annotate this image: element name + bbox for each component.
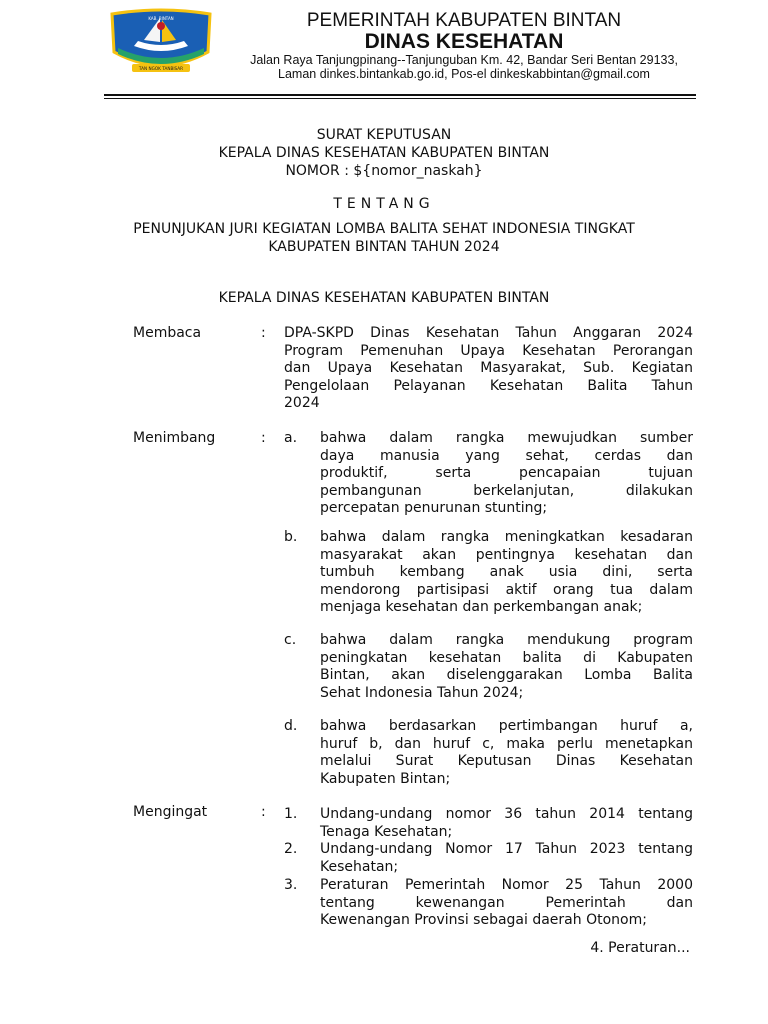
menimbang-label: Menimbang: [133, 430, 216, 446]
menimbang-item-c: bahwa dalam rangka mendukung program peningkatan kesehatan balita di Kabupaten Bintan, akan diselenggarakan Lomba Balita Sehat Indonesia Tahun 2024;: [320, 632, 693, 701]
mengingat-item-3-mark: 3.: [284, 877, 298, 893]
svg-text:KAB. BINTAN: KAB. BINTAN: [148, 16, 174, 21]
header-address: Jalan Raya Tanjungpinang--Tanjunguban Km. 42, Bandar Seri Bentan 29133,: [250, 53, 678, 67]
doc-type: SURAT KEPUTUSAN: [316, 127, 452, 143]
membaca-label: Membaca: [133, 325, 202, 341]
doc-official: KEPALA DINAS KESEHATAN KABUPATEN BINTAN: [218, 290, 550, 306]
header-rule-thin: [104, 98, 696, 99]
mengingat-item-1: Undang-undang nomor 36 tahun 2014 tentang Tenaga Kesehatan;: [320, 806, 693, 840]
menimbang-item-b-mark: b.: [284, 529, 298, 545]
mengingat-label: Mengingat: [133, 804, 208, 820]
header-government: PEMERINTAH KABUPATEN BINTAN: [306, 10, 622, 31]
svg-text:TAN NGOK TANBISAR: TAN NGOK TANBISAR: [138, 66, 184, 71]
membaca-colon: :: [261, 325, 266, 341]
header-contact: Laman dinkes.bintankab.go.id, Pos-el dinkeskabbintan@gmail.com: [278, 67, 650, 81]
mengingat-item-2: Undang-undang Nomor 17 Tahun 2023 tentang Kesehatan;: [320, 841, 693, 875]
mengingat-item-3: Peraturan Pemerintah Nomor 25 Tahun 2000 tentang kewenangan Pemerintah dan Kewenangan Provinsi sebagai daerah Otonom;: [320, 877, 693, 928]
page-continuation: 4. Peraturan...: [590, 940, 690, 956]
mengingat-item-2-mark: 2.: [284, 841, 298, 857]
kabupaten-bintan-logo: [104, 8, 218, 80]
header-rule-thick: [104, 94, 696, 96]
mengingat-item-1-mark: 1.: [284, 806, 298, 822]
doc-subject-line1: PENUNJUKAN JURI KEGIATAN LOMBA BALITA SEHAT INDONESIA TINGKAT: [133, 221, 635, 237]
menimbang-item-d: bahwa berdasarkan pertimbangan huruf a, huruf b, dan huruf c, maka perlu menetapkan melalui Surat Keputusan Dinas Kesehatan Kabupaten Bintan;: [320, 718, 693, 787]
menimbang-colon: :: [261, 430, 266, 446]
menimbang-item-c-mark: c.: [284, 632, 297, 648]
doc-number: NOMOR : ${nomor_naskah}: [285, 163, 483, 179]
menimbang-item-a-mark: a.: [284, 430, 298, 446]
doc-tentang: TENTANG: [333, 196, 435, 212]
header-agency: DINAS KESEHATAN: [364, 30, 564, 53]
doc-subject-line2: KABUPATEN BINTAN TAHUN 2024: [268, 239, 500, 255]
menimbang-item-d-mark: d.: [284, 718, 298, 734]
doc-issuer: KEPALA DINAS KESEHATAN KABUPATEN BINTAN: [218, 145, 550, 161]
menimbang-item-b: bahwa dalam rangka meningkatkan kesadaran masyarakat akan pentingnya kesehatan dan tumbuh kembang anak usia dini, serta mendorong partisipasi aktif orang tua dalam menjaga kesehatan dan perkembangan anak;: [320, 529, 693, 615]
mengingat-colon: :: [261, 804, 266, 820]
membaca-text: DPA-SKPD Dinas Kesehatan Tahun Anggaran 2024 Program Pemenuhan Upaya Kesehatan Perorangan dan Upaya Kesehatan Masyarakat, Sub. Kegiatan Pengelolaan Pelayanan Kesehatan Balita Tahun 2024: [284, 325, 693, 411]
menimbang-item-a: bahwa dalam rangka mewujudkan sumber daya manusia yang sehat, cerdas dan produktif, serta pencapaian tujuan pembangunan berkelanjutan, dilakukan percepatan penurunan stunting;: [320, 430, 693, 516]
